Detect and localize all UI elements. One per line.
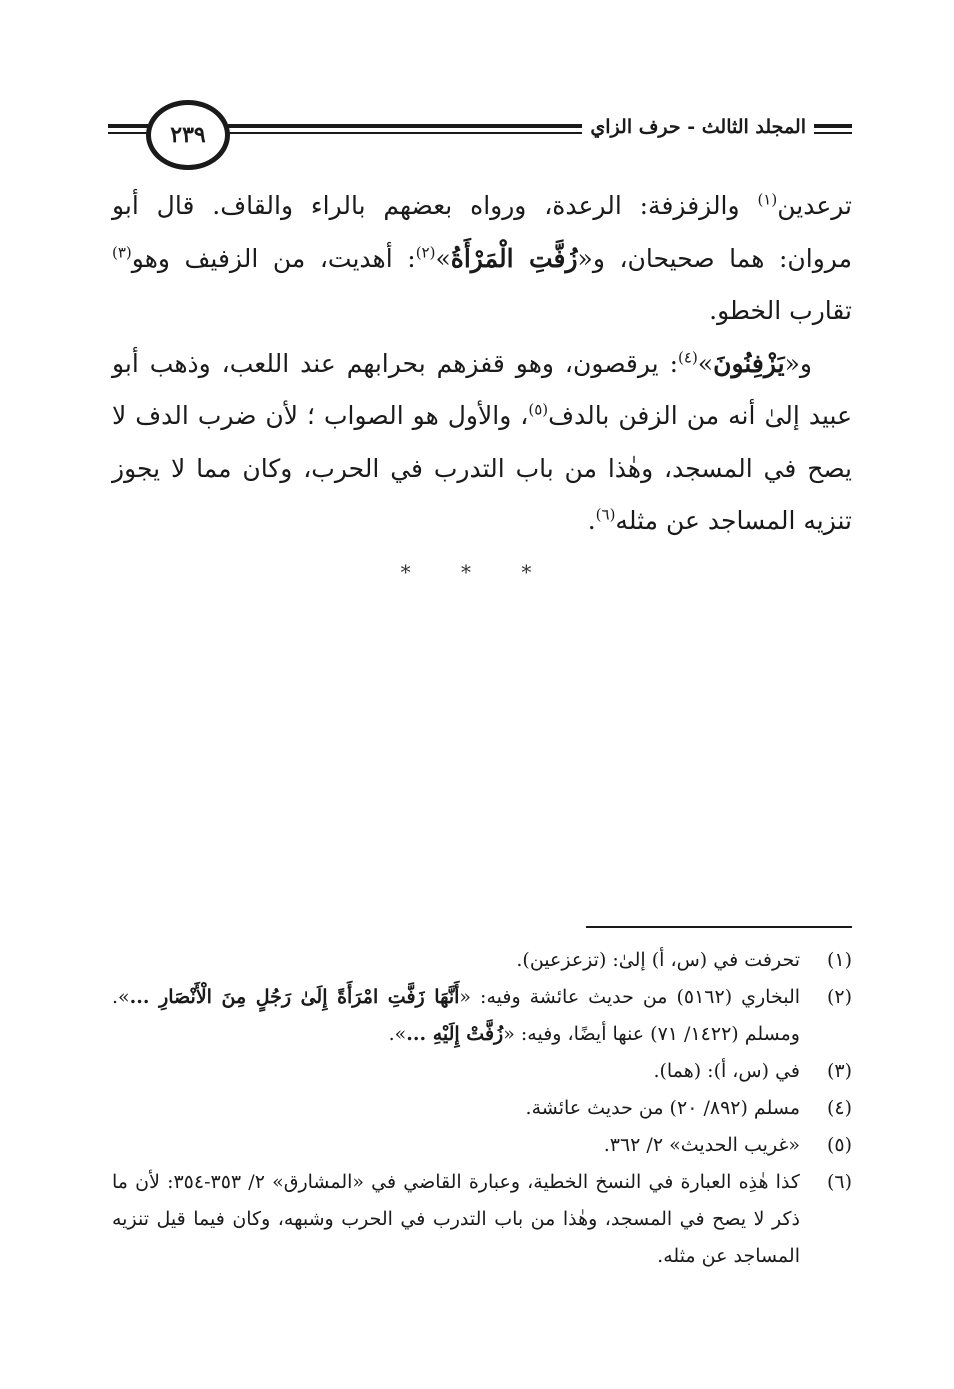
text-run: والزفزفة: الرعدة، ورواه بعضهم بالراء والقاف. قال أبو مروان: هما صحيحان، و« [112,191,852,273]
page-number: ٢٣٩ [146,100,230,170]
footnote-ref: (٥) [528,400,549,419]
footnote-ref: (٢) [415,243,436,262]
footnote-text: تحرفت في (س، أ) إلىٰ: (تزعزعين). [516,949,800,971]
text-run: . [587,506,596,535]
text-run: ، والأول هو الصواب ؛ لأن ضرب الدف لا يصح في المسجد، وهٰذا من باب التدرب في الحرب، وكان مما لا يجوز تنزيه المساجد عن مثله [112,401,852,535]
footnote [112,1090,852,1127]
footnote-number: (٦) [826,1171,852,1193]
footnote-text: كذا هٰذِه العبارة في النسخ الخطية، وعبارة القاضي في «المشارق» ٢/ ٣٥٣-٣٥٤: لأن ما ذكر لا يصح في المسجد، وهٰذا من باب التدرب في الحرب وشبهه، وكان فيما قيل تنزيه المساجد عن مثله. [112,1171,800,1267]
footnote-text: «غريب الحديث» ٢/ ٣٦٢. [603,1134,800,1156]
footnote-ref: (٤) [678,348,698,367]
page-header [108,100,852,164]
paragraph [112,180,852,338]
footnote-text: في (س، أ): (هما). [653,1060,800,1082]
text-run: : أهديت، من الزفيف وهو [131,243,416,273]
footnote-ref: (١) [757,190,778,209]
footnote [112,1127,852,1164]
text-run: و« [784,348,812,378]
footnote-separator [586,926,852,928]
footnote [112,979,852,1053]
text-run: » [697,348,714,378]
text-run: ترعدين [777,191,852,220]
footnote-number: (٣) [826,1060,852,1082]
footnote-text: مسلم (٨٩٢/ ٢٠) من حديث عائشة. [525,1097,800,1119]
paragraph [112,338,852,548]
footnote-ref: (٦) [595,505,616,524]
lemma: يَزْفِنُونَ [713,348,785,378]
hadith-quote: زُفَّتْ إِلَيْهِ ... [406,1023,504,1045]
footnote [112,1053,852,1090]
footnote-number: (٢) [826,986,852,1008]
text-run: البخاري (٥١٦٢) من حديث عائشة وفيه: « [459,986,801,1008]
footnote-text [112,979,800,1053]
hadith-quote: أَنَّهَا زَفَّتِ امْرَأَةً إِلَىٰ رَجُلٍ مِنَ الْأَنْصَارِ ... [129,986,460,1008]
main-text [112,180,852,548]
footnote-number: (١) [826,949,852,971]
lemma: زُفَّتِ الْمَرْأَةُ [450,243,578,273]
text-run: ». [388,1023,407,1045]
text-run: » [435,243,451,273]
running-head: المجلد الثالث - حرف الزاي [582,116,814,138]
footnote-number: (٥) [826,1134,852,1156]
header-rule-left-thick [108,124,148,128]
footnote [112,1164,852,1275]
text-run: ». ومسلم (١٤٢٢/ ٧١) عنها أيضًا، وفيه: « [112,986,800,1045]
text-run: تقارب الخطو. [709,296,852,325]
footnotes [112,942,852,1275]
footnote [112,942,852,979]
text-run: : يرقصون، وهو قفزهم بحرابهم عند اللعب، وذهب أبو عبيد إلىٰ أنه من الزفن بالدف [112,348,853,430]
section-separator: * * * [400,560,554,584]
footnote-number: (٤) [826,1097,852,1119]
footnote-ref: (٣) [112,243,132,262]
header-rule-left-thin [108,132,148,134]
